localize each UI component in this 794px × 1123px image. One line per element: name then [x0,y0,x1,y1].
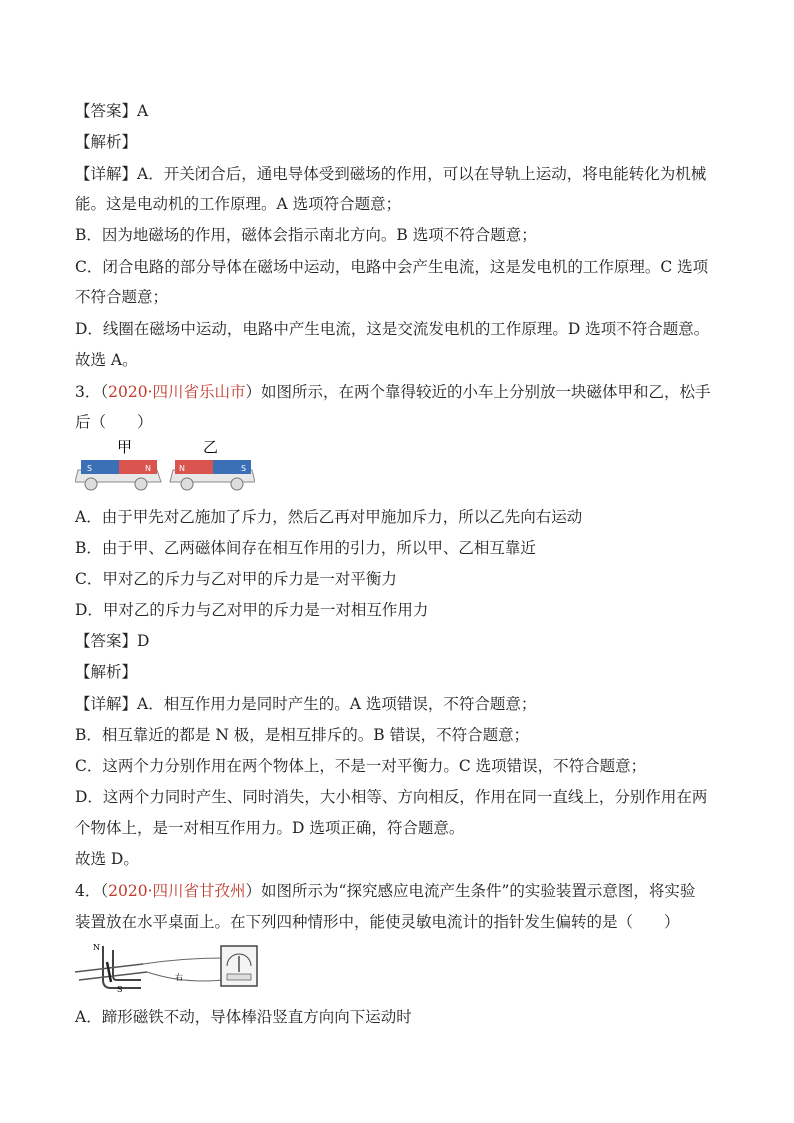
galvanometer-base [227,974,251,980]
q3-option-b: B．由于甲、乙两磁体间存在相互作用的引力，所以甲、乙相互靠近 [75,539,536,557]
conductor-rod [107,962,111,982]
q2-option-c-explanation-2: 不符合题意； [75,288,169,306]
q3-option-a: A．由于甲先对乙施加了斥力，然后乙再对甲施加斥力，所以乙先向右运动 [75,508,583,526]
q3-stem-text: 如图所示，在两个靠得较近的小车上分别放一块磁体甲和乙，松手 [261,383,711,401]
q3-stem-line-1 [75,382,711,402]
wire-top [143,958,223,964]
q2-option-c-explanation-1: C．闭合电路的部分导体在磁场中运动，电路中会产生电流，这是发电机的工作原理。C 选项 [75,258,709,276]
label-jia: 甲 [117,438,133,456]
direction-right-label: 右 [175,973,183,982]
q2-detail-line-1: 【详解】A．开关闭合后，通电导体受到磁场的作用，可以在导轨上运动，将电能转化为机械 [75,165,707,183]
q3-detail-c: C．这两个力分别作用在两个物体上，不是一对平衡力。C 选项错误，不符合题意； [75,757,647,775]
q3-answer: 【答案】D [75,632,150,650]
q3-detail-b: B．相互靠近的都是 N 极，是相互排斥的。B 错误，不符合题意； [75,726,530,744]
q4-stem-line-1 [75,881,695,901]
q4-source: 2020·四川省甘孜州 [108,882,246,900]
q2-analysis-heading: 【解析】 [75,133,138,151]
q3-detail-a: 【详解】A．相互作用力是同时产生的。A 选项错误，不符合题意； [75,695,537,713]
q4-number: 4．（ [75,882,109,900]
q3-option-c: C．甲对乙的斥力与乙对甲的斥力是一对平衡力 [75,570,397,588]
right-magnet-n-label: N [179,464,185,473]
q2-option-d-explanation: D．线圈在磁场中运动，电路中产生电流，这是交流发电机的工作原理。D 选项不符合题意。 [75,320,710,338]
q3-number: 3．（ [75,383,109,401]
right-cart-wheel-1 [181,478,193,490]
q3-magnet-carts-figure [75,436,255,494]
right-cart-wheel-2 [231,478,243,490]
q3-conclusion: 故选 D。 [75,850,139,868]
q2-answer: 【答案】A [75,102,149,120]
q3-detail-d-line-1: D．这两个力同时产生、同时消失，大小相等、方向相反，作用在同一直线上，分别作用在两 [75,788,708,806]
q3-detail-d-line-2: 个物体上，是一对相互作用力。D 选项正确，符合题意。 [75,819,465,837]
q3-stem-line-2: 后（ ） [75,413,153,431]
q2-detail-line-2: 能。这是电动机的工作原理。A 选项符合题意； [75,195,402,213]
left-cart-wheel-2 [135,478,147,490]
q4-stem-line-2: 装置放在水平桌面上。在下列四种情形中，能使灵敏电流计的指针发生偏转的是（ ） [75,913,680,931]
magnet-n-label: N [93,943,100,952]
q2-option-b-explanation: B．因为地磁场的作用，磁体会指示南北方向。B 选项不符合题意； [75,226,537,244]
q2-conclusion: 故选 A。 [75,351,138,369]
q4-option-a: A．蹄形磁铁不动，导体棒沿竖直方向向下运动时 [75,1008,412,1026]
left-cart-wheel-1 [85,478,97,490]
left-magnet-n-label: N [145,464,151,473]
left-magnet-n-half [119,460,157,474]
q3-option-d: D．甲对乙的斥力与乙对甲的斥力是一对相互作用力 [75,601,429,619]
magnet-s-label: S [117,985,123,994]
q4-source-close: ） [245,882,262,900]
left-magnet-s-label: S [87,464,93,473]
q4-stem-text: 如图所示为“探究感应电流产生条件”的实验装置示意图，将实验 [261,882,696,900]
wire-bottom [147,972,223,981]
q3-source: 2020·四川省乐山市 [108,383,246,401]
q3-analysis-heading: 【解析】 [75,663,138,681]
q3-source-close: ） [245,383,262,401]
q4-induction-apparatus-figure [73,936,273,994]
label-yi: 乙 [203,438,219,456]
right-magnet-s-label: S [241,464,247,473]
